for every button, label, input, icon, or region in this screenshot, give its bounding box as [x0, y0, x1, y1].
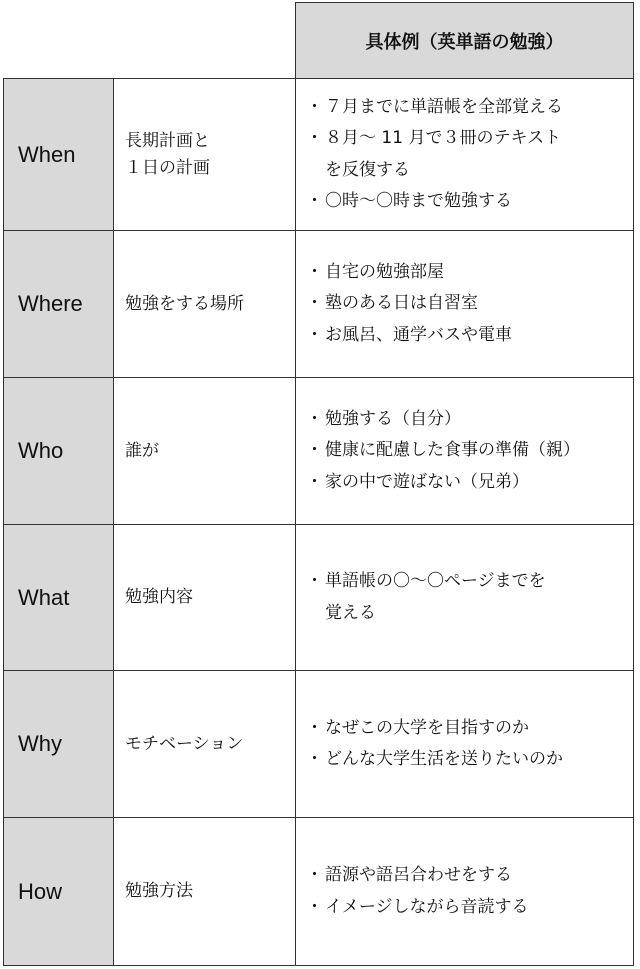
bullet-item [306, 288, 633, 319]
bullet-item [306, 257, 633, 288]
row-label-line: 長期計画と [125, 131, 210, 152]
bullet-dot: ・ [306, 865, 323, 886]
row-label-line: 勉強方法 [125, 881, 193, 902]
row-example-cell [295, 230, 634, 377]
row-label-cell [113, 524, 295, 670]
header-cell [295, 2, 634, 78]
bullet-item [306, 186, 633, 217]
row-key-cell [3, 817, 113, 966]
bullet-continuation [306, 155, 633, 186]
row-key: Where [18, 291, 83, 316]
row-label-cell [113, 377, 295, 524]
bullet-item [306, 123, 633, 154]
row-label [125, 438, 159, 464]
row-label [125, 731, 243, 757]
row-example-cell [295, 817, 634, 966]
row-label-cell [113, 230, 295, 377]
header-label: 具体例（英単語の勉強） [365, 31, 564, 53]
row-key: When [18, 141, 76, 167]
bullet-item [306, 566, 633, 597]
row-label-line: 勉強内容 [125, 587, 193, 608]
bullet-text: 勉強する（自分） [325, 408, 461, 429]
bullet-item [306, 860, 633, 891]
row-example-cell [295, 670, 634, 817]
bullet-text: 〇時～〇時まで勉強する [325, 190, 512, 211]
bullet-item [306, 713, 633, 744]
row-key: Why [18, 731, 62, 756]
row-label-line: 勉強をする場所 [125, 293, 244, 314]
bullet-item [306, 892, 633, 923]
bullet-dot: ・ [306, 408, 323, 429]
bullet-text: 家の中で遊ばない（兄弟） [325, 471, 529, 492]
bullet-item [306, 435, 633, 466]
row-example-cell [295, 524, 634, 670]
row-label [125, 584, 193, 610]
bullet-text: なぜこの大学を目指すのか [325, 717, 529, 738]
row-key: How [18, 878, 63, 904]
bullet-text: 語源や語呂合わせをする [325, 865, 512, 886]
bullet-text: イメージしながら音読する [325, 896, 529, 917]
bullet-text: 健康に配慮した食事の準備（親） [325, 440, 580, 461]
bullet-dot: ・ [306, 571, 323, 592]
row-key: Who [18, 438, 64, 463]
row-label [125, 291, 244, 317]
row-key-cell [3, 230, 113, 377]
bullet-text: 自宅の勉強部屋 [325, 261, 444, 282]
bullet-item [306, 404, 633, 435]
bullet-dot: ・ [306, 440, 323, 461]
row-label-line: 誰が [125, 440, 159, 461]
bullet-dot: ・ [306, 293, 323, 314]
bullet-text: ８月～ 11 月で３冊のテキスト [325, 128, 562, 149]
row-key: What [18, 584, 70, 610]
bullet-dot: ・ [306, 128, 323, 149]
row-label-line: モチベーション [125, 733, 244, 754]
bullet-text: ７月までに単語帳を全部覚える [325, 96, 563, 117]
row-example-cell [295, 78, 634, 230]
bullet-dot: ・ [306, 261, 323, 282]
bullet-continuation [306, 598, 633, 629]
bullet-dot: ・ [306, 190, 323, 211]
bullet-text: どんな大学生活を送りたいのか [325, 749, 563, 769]
row-label [125, 128, 210, 181]
bullet-text: お風呂、通学バスや電車 [325, 324, 512, 345]
bullet-dot: ・ [306, 471, 323, 492]
bullet-item [306, 92, 633, 123]
bullet-text: を反復する [325, 159, 410, 180]
row-key-cell [3, 78, 113, 230]
bullet-dot: ・ [306, 717, 323, 738]
bullet-dot: ・ [306, 896, 323, 917]
row-key-cell [3, 524, 113, 670]
row-example-cell [295, 377, 634, 524]
table [3, 2, 634, 966]
bullet-dot: ・ [306, 749, 323, 769]
bullet-item [306, 744, 633, 775]
row-label-cell [113, 670, 295, 817]
bullet-text: 覚える [325, 602, 376, 623]
row-label-cell [113, 817, 295, 966]
row-label-cell [113, 78, 295, 230]
bullet-dot: ・ [306, 96, 323, 117]
bullet-item [306, 467, 633, 498]
bullet-item [306, 320, 633, 351]
bullet-text: 単語帳の〇～〇ページまでを [325, 571, 546, 592]
row-key-cell [3, 377, 113, 524]
bullet-text: 塾のある日は自習室 [325, 293, 478, 314]
bullet-dot: ・ [306, 324, 323, 345]
row-label-line: １日の計画 [125, 157, 210, 178]
row-label [125, 878, 193, 904]
row-key-cell [3, 670, 113, 817]
